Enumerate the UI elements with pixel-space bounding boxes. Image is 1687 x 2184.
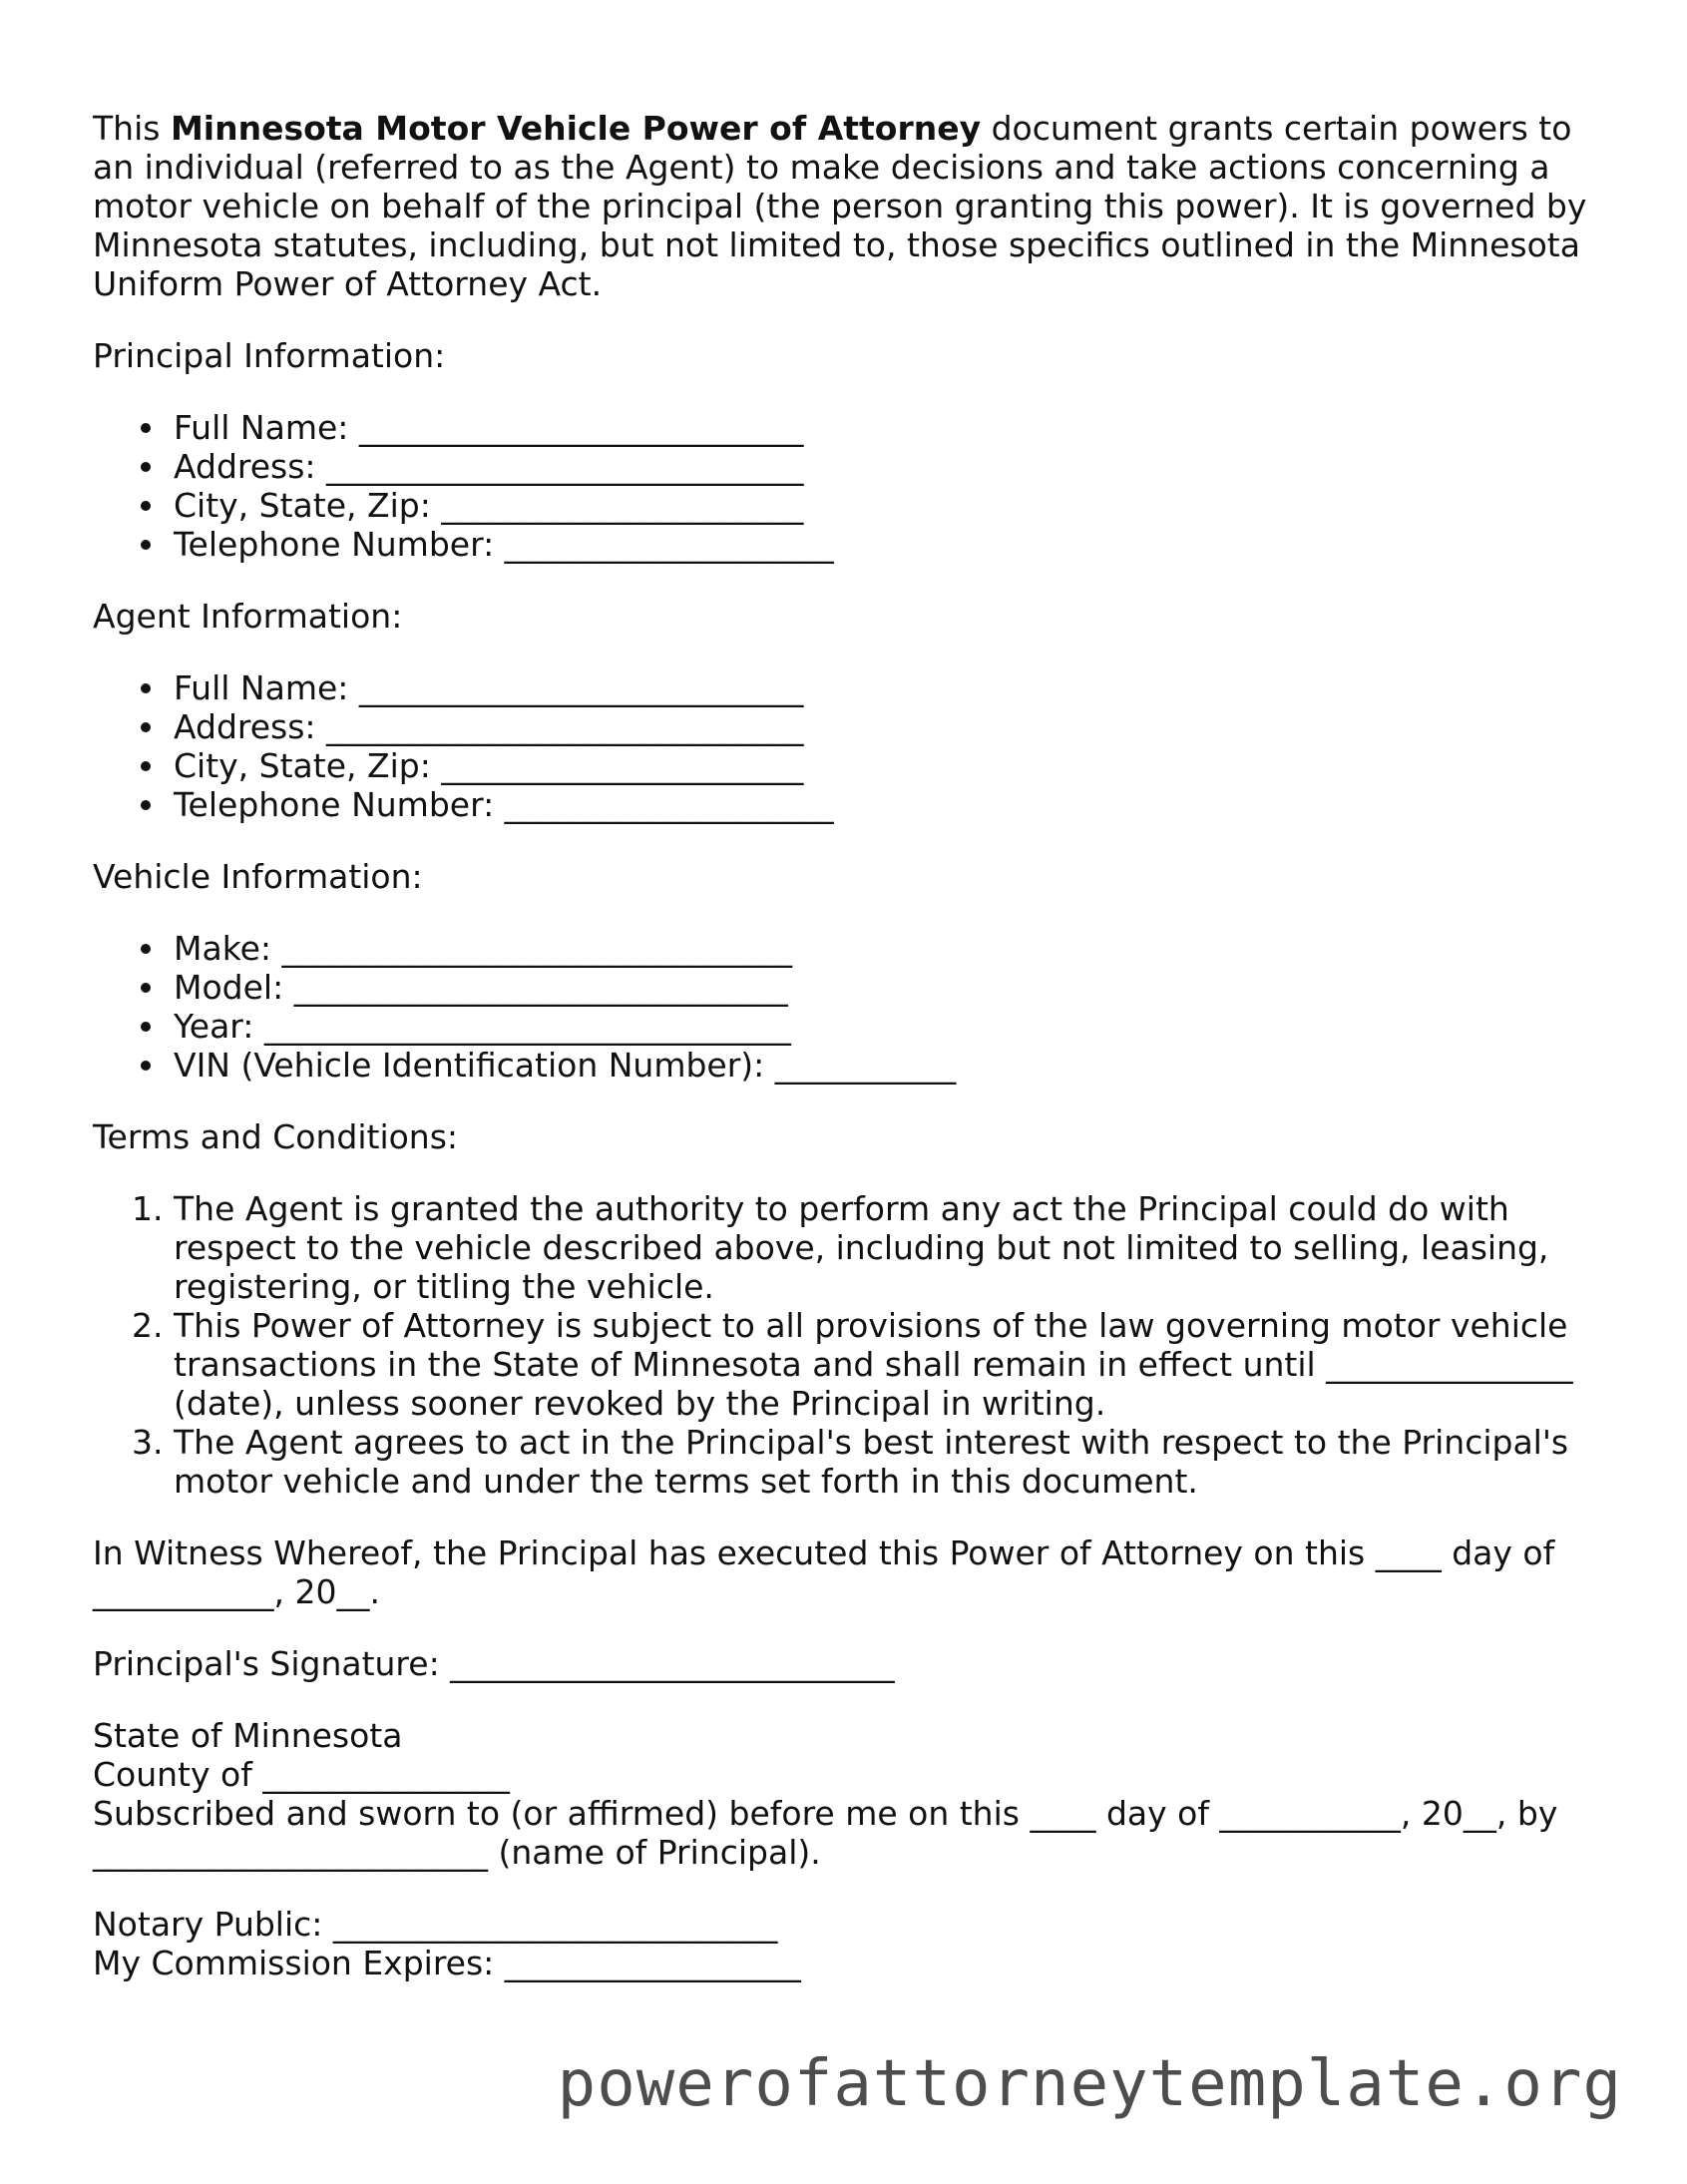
document-page [93,109,1599,1982]
intro-paragraph [93,109,1599,303]
principal-city-state-zip-field: City, State, Zip: ______________________ [174,486,1599,525]
principal-fields [93,408,1599,564]
vehicle-vin-field: VIN (Vehicle Identification Number): ___________ [174,1046,1599,1085]
commission-expires-line: My Commission Expires: __________________ [93,1944,801,1982]
vehicle-fields [93,929,1599,1085]
principal-telephone-field: Telephone Number: ____________________ [174,525,1599,564]
terms-item [132,1306,1599,1423]
notary-state: State of Minnesota [93,1716,403,1755]
terms-heading: Terms and Conditions: [93,1117,459,1156]
document-title: Minnesota Motor Vehicle Power of Attorney [170,109,982,148]
vehicle-heading: Vehicle Information: [93,857,423,896]
notary-acknowledgment [93,1716,1599,1872]
terms-item-text: The Agent is granted the authority to perform any act the Principal could do with respect to the vehicle described above, including but not limited to selling, leasing, registering, or titling the vehicle. [174,1189,1549,1306]
agent-fields [93,668,1599,824]
terms-item-number: 2. [132,1306,164,1345]
vehicle-year-field: Year: ________________________________ [174,1007,1599,1046]
terms-item-number: 1. [132,1189,164,1228]
agent-heading: Agent Information: [93,597,403,636]
terms-item [132,1189,1599,1306]
agent-full-name-field: Full Name: ___________________________ [174,668,1599,707]
notary-signature-block [93,1905,1599,1982]
vehicle-model-field: Model: ______________________________ [174,968,1599,1007]
vehicle-make-field: Make: _______________________________ [174,929,1599,968]
witness-paragraph: In Witness Whereof, the Principal has executed this Power of Attorney on this ____ day of ___________, 20__. [93,1533,1555,1611]
agent-telephone-field: Telephone Number: ____________________ [174,785,1599,824]
terms-list [93,1189,1599,1501]
principal-signature-line: Principal's Signature: ___________________________ [93,1644,895,1683]
intro-prefix: This [93,109,171,148]
terms-item-text: The Agent agrees to act in the Principal's best interest with respect to the Principal's motor vehicle and under the terms set forth in this document. [174,1423,1569,1501]
notary-county: County of _______________ [93,1755,510,1794]
intro-body: document grants certain powers to an individual (referred to as the Agent) to make decisions and take actions concerning a motor vehicle on behalf of the principal (the person granting this power). It is governed by Minnesota statutes, including, but not limited to, those specifics outlined in the Minnesota Uniform Power of Attorney Act. [93,109,1587,303]
notary-subscribed-text: Subscribed and sworn to (or affirmed) before me on this ____ day of ___________, 20__, by ________________________ (name of Principal). [93,1794,1558,1872]
site-watermark: powerofattorneytemplate.org [557,2047,1622,2121]
agent-city-state-zip-field: City, State, Zip: ______________________ [174,746,1599,785]
agent-address-field: Address: _____________________________ [174,707,1599,746]
terms-item [132,1423,1599,1501]
principal-address-field: Address: _____________________________ [174,447,1599,486]
notary-public-line: Notary Public: ___________________________ [93,1905,778,1944]
terms-item-number: 3. [132,1423,164,1462]
principal-heading: Principal Information: [93,336,446,375]
terms-item-text: This Power of Attorney is subject to all provisions of the law governing motor vehicle transactions in the State of Minnesota and shall remain in effect until _______________ (date), unless sooner revoked by the Principal in writing. [174,1306,1573,1423]
principal-full-name-field: Full Name: ___________________________ [174,408,1599,447]
